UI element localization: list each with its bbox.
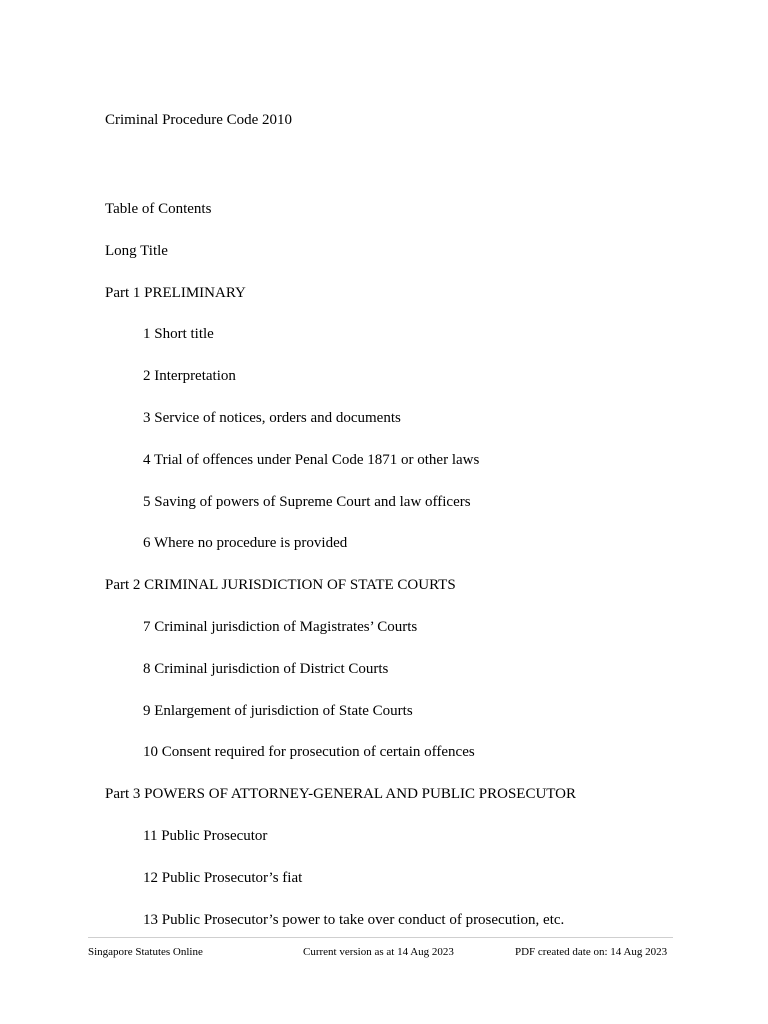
toc-section-9[interactable]: 9 Enlargement of jurisdiction of State Courts <box>143 703 413 719</box>
toc-section-11[interactable]: 11 Public Prosecutor <box>143 828 268 844</box>
footer-created-date: PDF created date on: 14 Aug 2023 <box>515 946 668 958</box>
toc-section-10[interactable]: 10 Consent required for prosecution of certain offences <box>143 744 475 760</box>
footer-divider <box>88 937 673 938</box>
toc-section-1[interactable]: 1 Short title <box>143 326 214 342</box>
toc-part-3[interactable]: Part 3 POWERS OF ATTORNEY-GENERAL AND PUBLIC PROSECUTOR <box>105 786 577 802</box>
toc-part-2[interactable]: Part 2 CRIMINAL JURISDICTION OF STATE COURTS <box>105 577 456 593</box>
footer-source: Singapore Statutes Online <box>88 946 203 958</box>
toc-section-6[interactable]: 6 Where no procedure is provided <box>143 535 348 551</box>
footer-version: Current version as at 14 Aug 2023 <box>303 946 454 958</box>
toc-section-13[interactable]: 13 Public Prosecutor’s power to take over conduct of prosecution, etc. <box>143 912 565 928</box>
document-title: Criminal Procedure Code 2010 <box>105 112 293 128</box>
toc-item-long-title[interactable]: Long Title <box>105 243 168 259</box>
toc-part-1[interactable]: Part 1 PRELIMINARY <box>105 285 246 301</box>
toc-section-12[interactable]: 12 Public Prosecutor’s fiat <box>143 870 303 886</box>
toc-section-7[interactable]: 7 Criminal jurisdiction of Magistrates’ Courts <box>143 619 418 635</box>
toc-section-4[interactable]: 4 Trial of offences under Penal Code 1871 or other laws <box>143 452 480 468</box>
toc-heading[interactable]: Table of Contents <box>105 201 212 217</box>
toc-section-8[interactable]: 8 Criminal jurisdiction of District Courts <box>143 661 389 677</box>
toc-section-3[interactable]: 3 Service of notices, orders and documents <box>143 410 401 426</box>
toc-section-5[interactable]: 5 Saving of powers of Supreme Court and law officers <box>143 494 471 510</box>
toc-section-2[interactable]: 2 Interpretation <box>143 368 236 384</box>
